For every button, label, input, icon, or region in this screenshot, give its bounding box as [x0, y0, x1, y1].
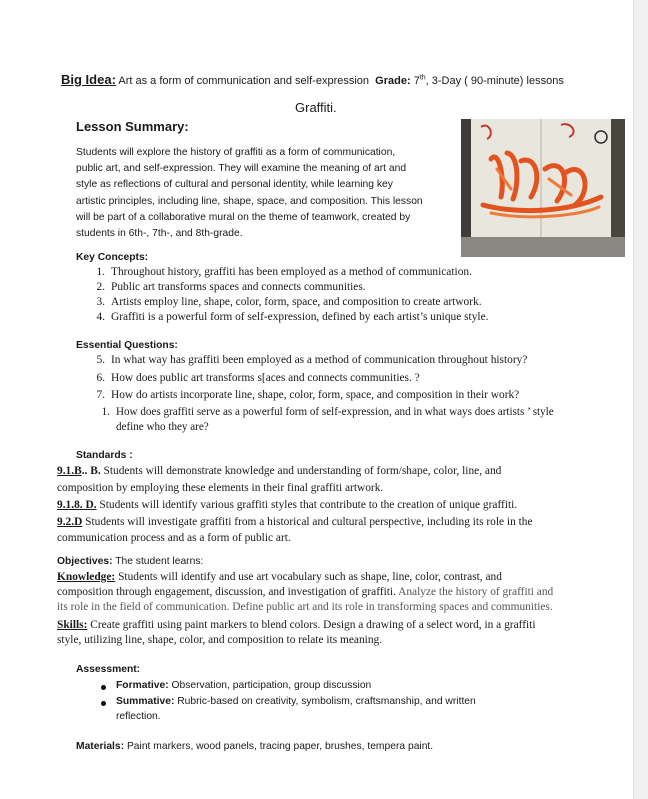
- standard-code: 9.1.B: [57, 465, 82, 477]
- standard-1-cont: composition by employing these elements in their final graffiti artwork.: [57, 482, 384, 494]
- bullet-icon: [101, 701, 106, 706]
- summary-line: artistic principles, including line, shape, space, and composition. This lesson: [76, 195, 423, 207]
- list-item: [87, 296, 482, 308]
- vertical-scrollbar[interactable]: [633, 0, 648, 799]
- list-item: [87, 311, 488, 323]
- knowledge-line-2: [57, 586, 553, 598]
- knowledge-text-grey: Analyze the history of graffiti and: [395, 586, 554, 598]
- knowledge-text-grey: . Define public art and its role in transforming spaces and communities.: [226, 601, 553, 613]
- summative-text: Rubric-based on creativity, symbolism, craftsmanship, and written: [174, 696, 476, 707]
- knowledge-label: Knowledge:: [57, 571, 116, 583]
- grade-num: 7: [413, 75, 420, 87]
- list-text: Graffiti is a powerful form of self-expression, defined by each artist’s unique style.: [111, 311, 489, 323]
- lesson-summary-heading: Lesson Summary:: [76, 119, 189, 134]
- summative-label: Summative:: [116, 696, 175, 707]
- standard-text: Students will demonstrate knowledge and understanding of form/shape, color, line, and: [100, 465, 502, 477]
- skills-line-2: style, utilizing line, shape, color, and composition to relate its meaning.: [57, 634, 383, 646]
- standard-text: Students will investigate graffiti from a historical and cultural perspective, including its role in the: [82, 516, 533, 528]
- skills-text: Create graffiti using paint markers to blend colors: [87, 619, 318, 631]
- list-number: 7.: [96, 389, 105, 401]
- materials-label: Materials:: [76, 741, 125, 752]
- list-number: 2.: [96, 281, 105, 293]
- objectives-heading: [57, 556, 203, 567]
- standard-3: [57, 516, 533, 528]
- assessment-summative: [116, 696, 476, 707]
- essential-questions-heading: Essential Questions:: [76, 340, 178, 351]
- standard-code: 9.2.D: [57, 516, 83, 528]
- big-idea-label: Big Idea:: [61, 72, 116, 87]
- standard-code: 9.1.8. D.: [57, 499, 97, 511]
- graffiti-artwork: [461, 119, 625, 257]
- summary-line: will be part of a collaborative mural on the theme of teamwork, created by: [76, 211, 411, 223]
- standard-2: [57, 499, 517, 511]
- list-text: How do artists incorporate line, shape, color, form, space, and composition in their work?: [111, 389, 520, 401]
- assessment-heading: Assessment:: [76, 664, 141, 675]
- summary-line: public art, and self-expression. They will examine the meaning of art and: [76, 163, 407, 175]
- key-concepts-heading: Key Concepts:: [76, 252, 149, 263]
- list-item: [87, 266, 472, 278]
- grade-label: Grade:: [375, 75, 411, 87]
- lesson-summary-text: [76, 145, 423, 242]
- list-item: [87, 281, 366, 293]
- big-idea-line: [61, 72, 564, 87]
- graffiti-photo: [461, 119, 625, 257]
- knowledge-text-grey: its role in the field of communication: [57, 601, 227, 613]
- list-item: [92, 406, 554, 418]
- list-item: [87, 354, 527, 366]
- list-text: Public art transforms spaces and connects communities.: [111, 281, 366, 293]
- assessment-summative-cont: reflection.: [116, 711, 161, 722]
- skills-line-1: [57, 619, 536, 631]
- bullet-icon: [101, 685, 106, 690]
- knowledge-text: Students will identify and use art vocabulary such as shape, line, color, contrast, and: [115, 571, 502, 583]
- list-item: [87, 389, 519, 401]
- summary-line: Students will explore the history of graffiti as a form of communication,: [76, 147, 396, 158]
- list-item: [87, 372, 420, 384]
- list-text: Throughout history, graffiti has been employed as a method of communication.: [111, 266, 472, 278]
- standard-sub: .. B.: [81, 465, 101, 477]
- list-number: 3.: [96, 296, 105, 308]
- list-number: 4.: [96, 311, 105, 323]
- materials-text: Paint markers, wood panels, tracing paper, brushes, tempera paint.: [124, 741, 434, 752]
- list-text: Artists employ line, shape, color, form, space, and composition to create artwork.: [111, 296, 482, 308]
- grade-rest: , 3-Day ( 90-minute) lessons: [425, 75, 564, 87]
- skills-label: Skills:: [57, 619, 88, 631]
- list-number: 1.: [101, 406, 110, 418]
- standard-text: Students will identify various graffiti styles that contribute to the creation of unique graffiti.: [96, 499, 518, 511]
- knowledge-line-3: [57, 601, 553, 613]
- summary-line: students in 6th-, 7th-, and 8th-grade.: [76, 228, 243, 240]
- knowledge-line-1: [57, 571, 502, 583]
- page-title: Graffiti.: [295, 100, 337, 115]
- big-idea-text: Art as a form of communication and self-expression: [118, 75, 370, 87]
- assessment-formative: [116, 680, 371, 691]
- list-number: 6.: [96, 372, 105, 384]
- list-text: How does public art transforms s[aces and connects communities. ?: [111, 372, 420, 384]
- standard-1: [57, 465, 501, 477]
- standard-3-cont: communication process and as a form of public art.: [57, 532, 291, 544]
- grade-sup: th: [419, 74, 426, 82]
- list-number: 1.: [96, 266, 105, 278]
- list-text: In what way has graffiti been employed as a method of communication throughout history?: [111, 354, 528, 366]
- list-text: How does graffiti serve as a powerful form of self-expression, and in what ways does artists ’ style: [116, 406, 554, 418]
- objectives-label: Objectives:: [57, 556, 113, 567]
- list-item-continuation: define who they are?: [116, 421, 209, 433]
- standards-heading: Standards :: [76, 450, 133, 461]
- summary-line: style as reflections of cultural and personal identity, while learning key: [76, 179, 393, 191]
- formative-text: Observation, participation, group discussion: [168, 680, 372, 691]
- knowledge-text: composition through engagement, discussion, and investigation of graffiti.: [57, 586, 396, 598]
- objectives-subtitle: The student learns:: [112, 556, 204, 567]
- skills-text: . Design a drawing of a select word, in a graffiti: [317, 619, 536, 631]
- materials-line: [76, 741, 433, 752]
- list-number: 5.: [96, 354, 105, 366]
- formative-label: Formative:: [116, 680, 169, 691]
